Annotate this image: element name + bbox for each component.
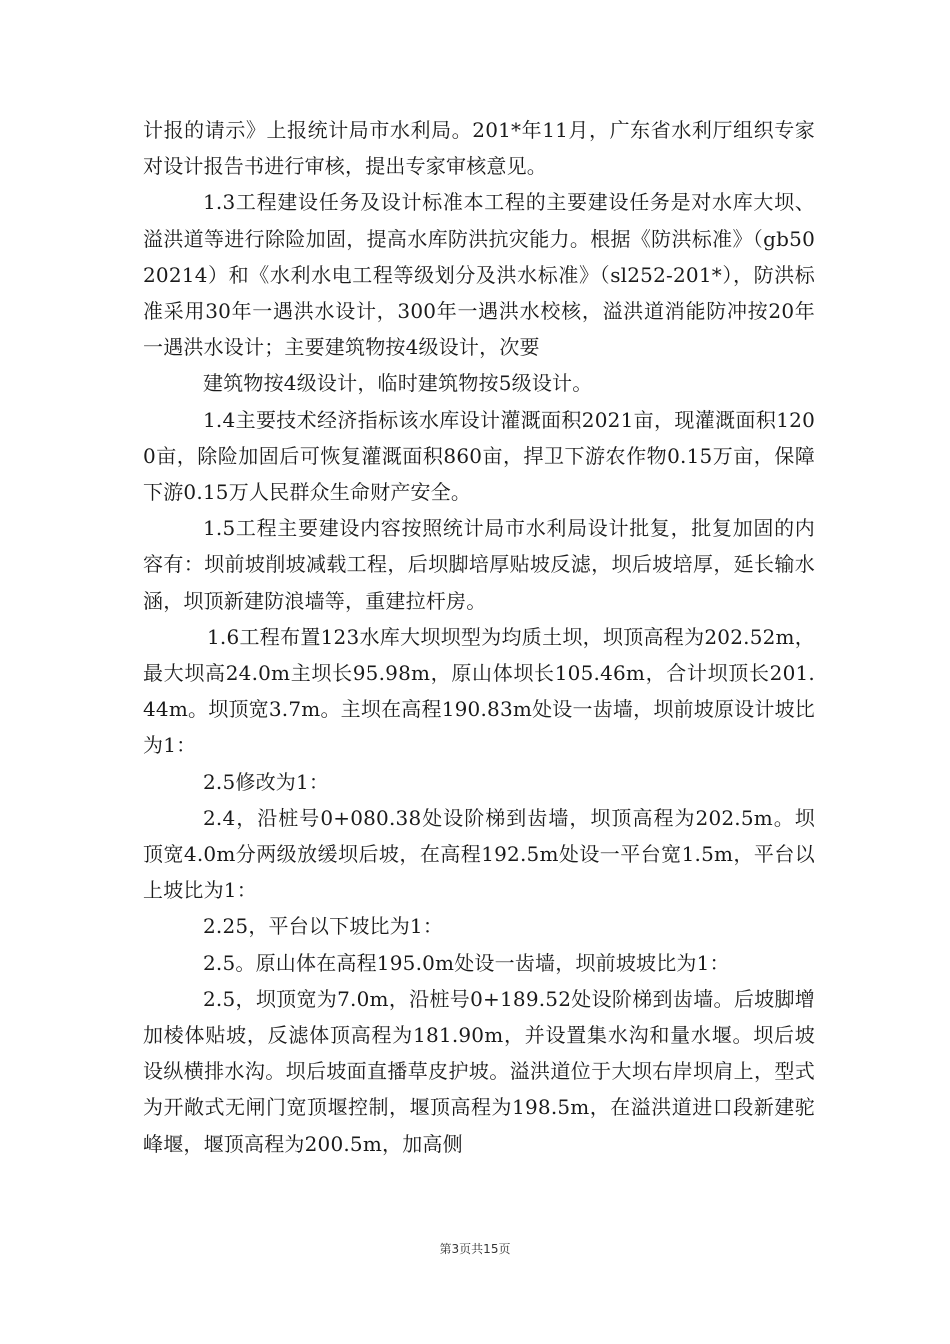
paragraph-9: 2.25，平台以下坡比为1： (203, 914, 444, 939)
paragraph-5: 1.5工程主要建设内容按照统计局市水利局设计批复，批复加固的内容有：坝前坡削坡减载工程，后坝脚培厚贴坡反滤，坝后坡培厚，延长输水涵，坝顶新建防浪墙等，重建拉杆房。 (143, 516, 815, 613)
paragraph-2: 1.3工程建设任务及设计标准本工程的主要建设任务是对水库大坝、溢洪道等进行除险加固，提高水库防洪抗灾能力。根据《防洪标准》（gb5020214）和《水利水电工程等级划分及洪水标准》（sl252-201*），防洪标准采用30年一遇洪水设计，300年一遇洪水校核，溢洪道消能防冲按20年一遇洪水设计；主要建筑物按4级设计，次要 (143, 190, 815, 360)
paragraph-11: 2.5，坝顶宽为7.0m，沿桩号0+189.52处设阶梯到齿墙。后坡脚增加棱体贴坡，反滤体顶高程为181.90m，并设置集水沟和量水堰。坝后坡设纵横排水沟。坝后坡面直播草皮护坡。溢洪道位于大坝右岸坝肩上，型式为开敞式无闸门宽顶堰控制，堰顶高程为198.5m，在溢洪道进口段新建驼峰堰，堰顶高程为200.5m，加高侧 (143, 986, 815, 1156)
paragraph-6: 1.6工程布置123水库大坝坝型为均质土坝，坝顶高程为202.52m，最大坝高24.0m主坝长95.98m，原山体坝长105.46m，合计坝顶长201.44m。坝顶宽3.7m。主坝在高程190.83m处设一齿墙，坝前坡原设计坡比为1： (143, 624, 815, 758)
paragraph-7: 2.5修改为1： (203, 769, 330, 794)
paragraph-10: 2.5。原山体在高程195.0m处设一齿墙，坝前坡坡比为1： (203, 950, 730, 975)
paragraph-3: 建筑物按4级设计，临时建筑物按5级设计。 (203, 371, 593, 396)
paragraph-8: 2.4，沿桩号0+080.38处设阶梯到齿墙，坝顶高程为202.5m。坝顶宽4.0m分两级放缓坝后坡，在高程192.5m处设一平台宽1.5m，平台以上坡比为1： (143, 805, 815, 903)
paragraph-1: 计报的请示》上报统计局市水利局。201*年11月，广东省水利厅组织专家对设计报告书进行审核，提出专家审核意见。 (143, 118, 815, 179)
paragraph-4: 1.4主要技术经济指标该水库设计灌溉面积2021亩，现灌溉面积1200亩，除险加固后可恢复灌溉面积860亩，捍卫下游农作物0.15万亩，保障下游0.15万人民群众生命财产安全。 (143, 407, 815, 505)
page-number-footer: 第3页共15页 (439, 1242, 511, 1256)
document-body (143, 112, 815, 1162)
